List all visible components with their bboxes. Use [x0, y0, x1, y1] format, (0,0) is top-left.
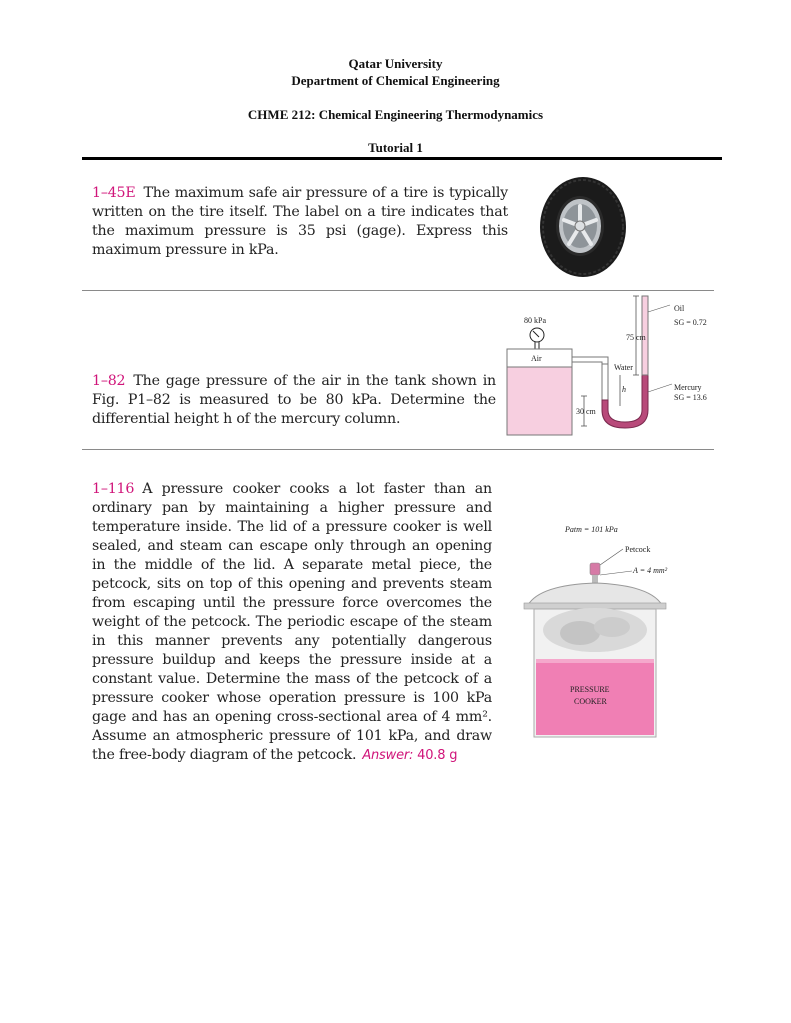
area-label: A = 4 mm² [633, 566, 668, 575]
answer-label: Answer: [362, 748, 414, 763]
manometer-figure [498, 292, 718, 442]
mercury-label: Mercury [674, 383, 702, 392]
tire-image [538, 176, 628, 278]
course-title: CHME 212: Chemical Engineering Thermodynamics [247, 107, 544, 122]
tutorial-title: Tutorial 1 [368, 140, 423, 155]
gauge-label: 80 kPa [524, 316, 546, 325]
mercury-sg-label: SG = 13.6 [674, 393, 707, 402]
problem-1-82 [92, 372, 496, 429]
patm-label: Patm = 101 kPa [565, 525, 618, 534]
university-name: Qatar University [348, 56, 443, 71]
problem-1-45e [92, 184, 508, 260]
problem-number: 1–82 [92, 373, 126, 389]
pressure-cooker-figure [520, 515, 700, 745]
petcock-label: Petcock [625, 545, 651, 554]
answer [362, 748, 457, 763]
problem-text: The maximum safe air pressure of a tire is typically written on the tire itself. The label on a tire indicates that the maximum pressure is 35 psi (gage). Express this maximum pressure in kPa. [92, 185, 508, 258]
water-label: Water [614, 363, 633, 372]
problem-number: 1–45E [92, 185, 136, 201]
tank [507, 367, 572, 435]
department-name: Department of Chemical Engineering [291, 73, 500, 88]
h-label: h [622, 385, 626, 394]
divider-1 [82, 290, 714, 291]
cooker-label-line1: PRESSURE [570, 685, 610, 694]
problem-number: 1–116 [92, 481, 135, 497]
oil-label: Oil [674, 304, 685, 313]
height-30-label: 30 cm [576, 407, 596, 416]
air-label: Air [531, 354, 542, 363]
problem-text: A pressure cooker cooks a lot faster than an ordinary pan by maintaining a higher pressure and temperature inside. The lid of a pressure cooker is well sealed, and steam can escape only through an opening in the middle of the lid. A separate metal piece, the petcock, sits on top of this opening and prevents steam from escaping until the pressure force overcomes the weight of the petcock. The periodic escape of the steam in this manner prevents any potentially dangerous pressure buildup and keeps the pressure inside at a constant value. Determine the mass of the petcock of a pressure cooker whose operation pressure is 100 kPa gage and has an opening cross-sectional area of 4 mm². Assume an atmospheric pressure of 101 kPa, and draw the free-body diagram of the petcock. [92, 481, 492, 763]
petcock-icon [590, 563, 600, 575]
oil-sg-label: SG = 0.72 [674, 318, 707, 327]
problem-1-116 [92, 480, 492, 765]
cooker-label-line2: COOKER [574, 697, 607, 706]
header-rule [82, 157, 722, 160]
height-75-label: 75 cm [626, 333, 646, 342]
problem-text: The gage pressure of the air in the tank shown in Fig. P1–82 is measured to be 80 kPa. Determine the differential height h of the mercury column. [92, 373, 496, 427]
answer-value: 40.8 g [417, 748, 458, 763]
divider-2 [82, 449, 714, 450]
